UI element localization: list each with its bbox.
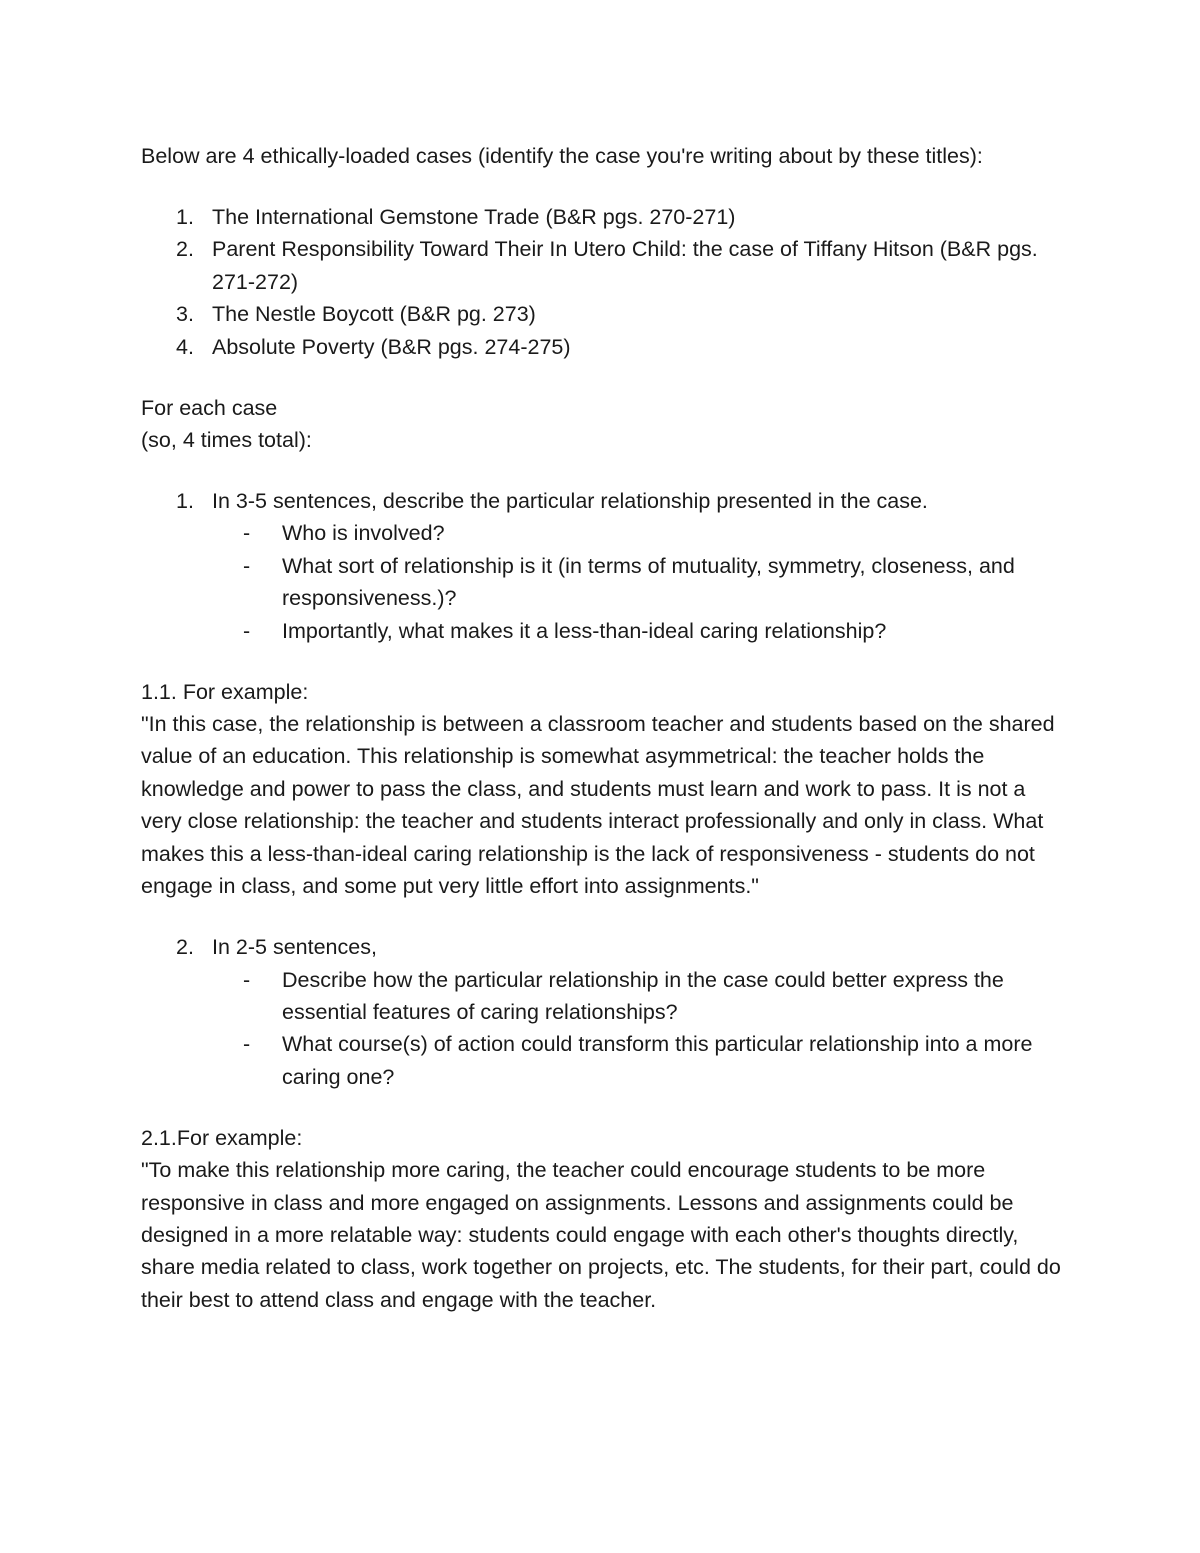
case-title: The Nestle Boycott (B&R pg. 273) [212, 302, 536, 327]
case-title: Parent Responsibility Toward Their In Utero Child: the case of Tiffany Hitson (B&R pgs. 271-272) [212, 237, 1038, 294]
bullet-text: What course(s) of action could transform this particular relationship into a more caring one? [282, 1032, 1033, 1089]
example-2-heading: 2.1.For example: [141, 1125, 303, 1150]
case-number: 1. [176, 205, 194, 229]
spacer [141, 1093, 1071, 1122]
case-item [141, 298, 1071, 330]
case-item [141, 201, 1071, 233]
case-number: 3. [176, 302, 194, 327]
case-number: 4. [176, 334, 194, 359]
task-1-bullets [212, 517, 1071, 647]
task-1 [141, 485, 1071, 647]
spacer [141, 456, 1071, 485]
task-2-list [141, 931, 1071, 1093]
bullet-text: Describe how the particular relationship in the case could better express the essential features of caring relationships? [282, 967, 1004, 1024]
task-1-bullet [141, 550, 1071, 615]
dash-bullet: - [243, 1032, 251, 1057]
task-1-text: In 3-5 sentences, describe the particular relationship presented in the case. [212, 489, 928, 514]
task-1-list [141, 485, 1071, 647]
task-2 [141, 931, 1071, 1093]
case-number: 2. [176, 237, 194, 262]
case-item [141, 233, 1071, 298]
case-list [141, 201, 1071, 363]
case-title: Absolute Poverty (B&R pgs. 274-275) [212, 334, 571, 359]
spacer [141, 363, 1071, 392]
task-1-number: 1. [176, 489, 194, 514]
case-title: The International Gemstone Trade (B&R pgs. 270-271) [212, 205, 736, 229]
example-1-heading: 1.1. For example: [141, 679, 309, 704]
task-2-number: 2. [176, 935, 194, 960]
dash-bullet: - [243, 618, 251, 643]
example-2-text: "To make this relationship more caring, the teacher could encourage students to be more responsive in class and more engaged on assignments. Lessons and assignments could be designed in a more relatable way: students could engage with each other's thoughts directly, share media related to class, work together on projects, etc. The students, for their part, could do their best to attend class and engage with the teacher. [141, 1158, 1061, 1312]
bullet-text: Who is involved? [282, 521, 445, 546]
dash-bullet: - [243, 967, 251, 992]
task-2-text: In 2-5 sentences, [212, 935, 377, 960]
bullet-text: What sort of relationship is it (in terms of mutuality, symmetry, closeness, and responsiveness.)? [282, 553, 1015, 611]
task-1-bullet [141, 615, 1071, 647]
case-item [141, 331, 1071, 363]
dash-bullet: - [243, 553, 251, 578]
task-2-bullet [141, 1028, 1071, 1093]
bullet-text: Importantly, what makes it a less-than-ideal caring relationship? [282, 618, 887, 643]
spacer [141, 903, 1071, 932]
for-each-line: For each case [141, 395, 278, 420]
intro-paragraph: Below are 4 ethically-loaded cases (identify the case you're writing about by these titles): [141, 144, 983, 168]
task-2-bullet [141, 964, 1071, 1029]
document-page [141, 140, 1071, 1316]
spacer [141, 172, 1071, 201]
example-1-text: "In this case, the relationship is between a classroom teacher and students based on the shared value of an education. This relationship is somewhat asymmetrical: the teacher holds the knowledge and power to pass the class, and students must learn and work to pass. It is not a very close relationship: the teacher and students interact professionally and only in class. What makes this a less-than-ideal caring relationship is the lack of responsiveness - students do not engage in class, and some put very little effort into assignments." [141, 712, 1055, 899]
for-each-note: (so, 4 times total): [141, 428, 312, 453]
spacer [141, 647, 1071, 676]
task-2-bullets [212, 964, 1071, 1094]
dash-bullet: - [243, 521, 251, 546]
task-1-bullet [141, 517, 1071, 549]
